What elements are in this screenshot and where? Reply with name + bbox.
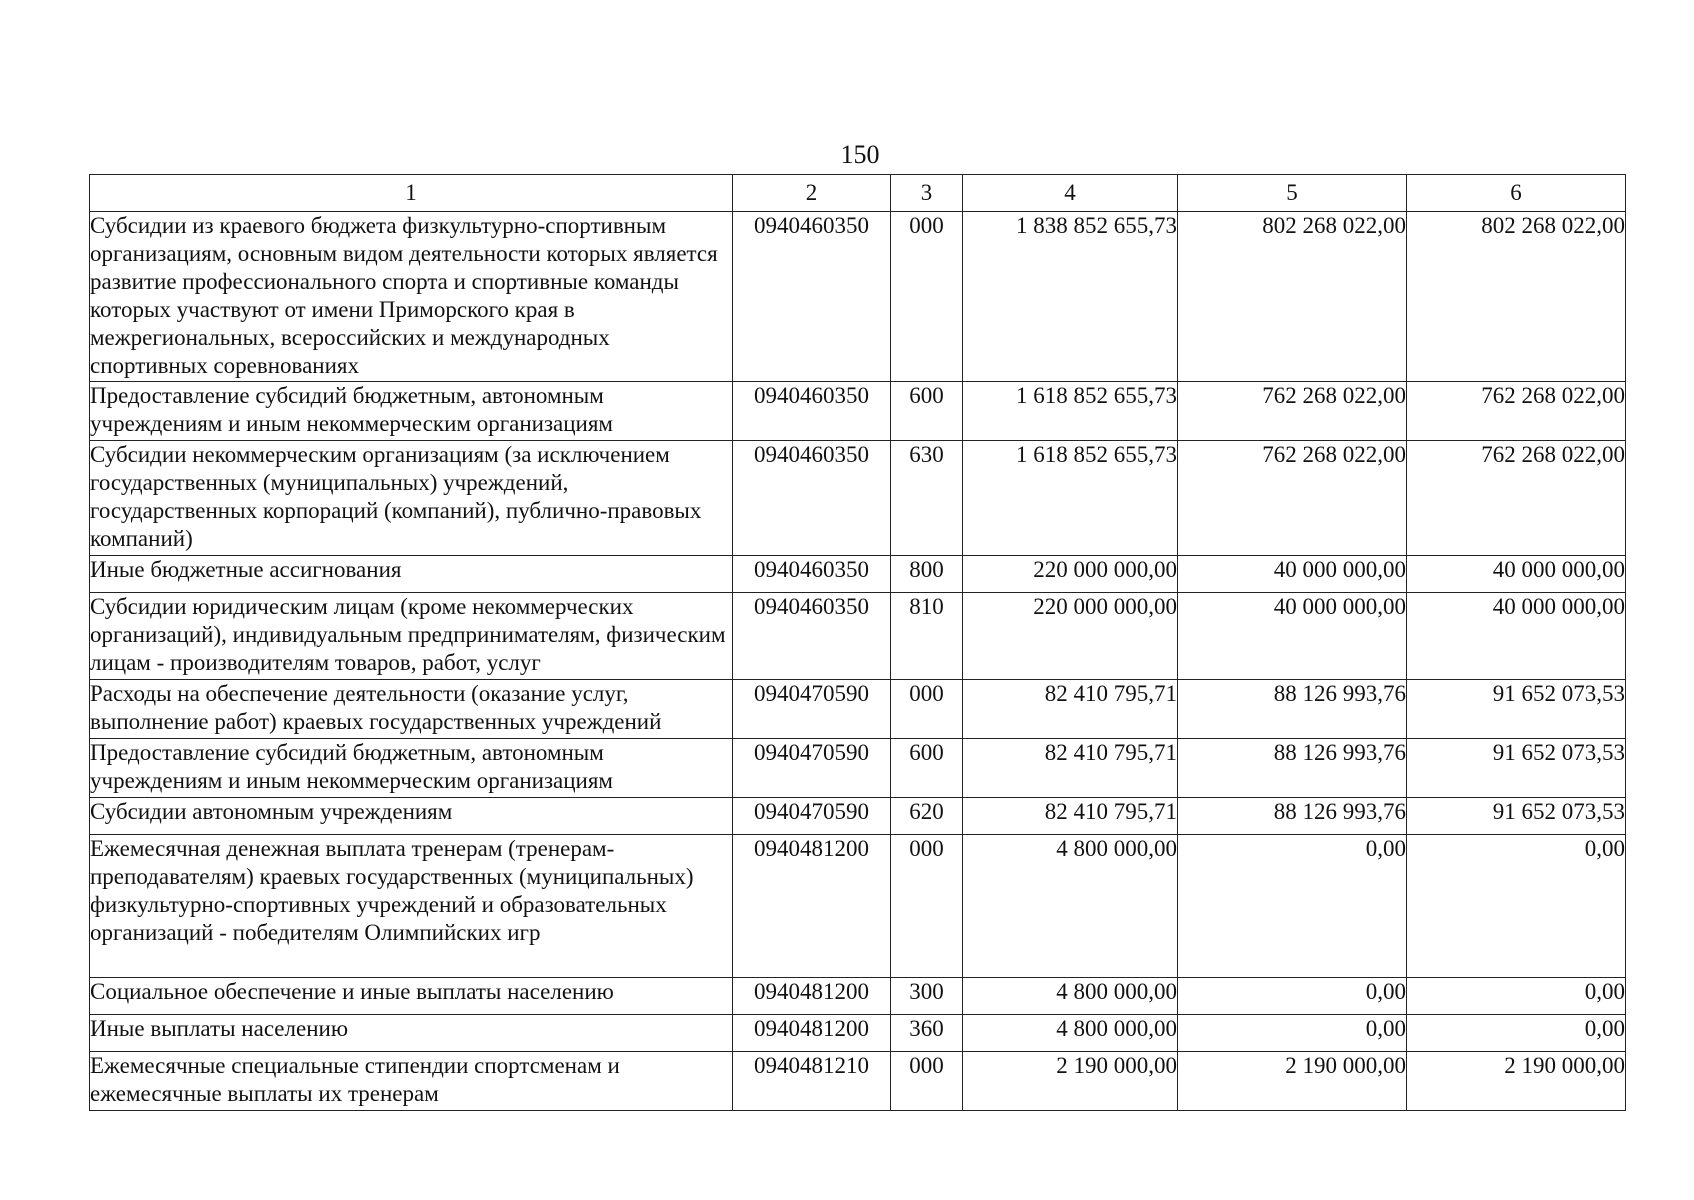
row-value-6: 2 190 000,00 <box>1407 1052 1626 1111</box>
table-row <box>90 798 1626 835</box>
table-row <box>90 593 1626 680</box>
row-type: 000 <box>891 1052 963 1111</box>
row-code: 0940460350 <box>733 441 891 556</box>
table-row <box>90 835 1626 978</box>
page-number: 150 <box>840 140 880 169</box>
row-name: Социальное обеспечение и иные выплаты населению <box>90 978 733 1015</box>
row-value-4: 4 800 000,00 <box>963 1015 1178 1052</box>
row-value-5: 762 268 022,00 <box>1178 441 1407 556</box>
row-name: Предоставление субсидий бюджетным, автономным учреждениям и иным некоммерческим организациям <box>90 739 733 798</box>
row-value-6: 0,00 <box>1407 835 1626 978</box>
row-type: 600 <box>891 382 963 441</box>
row-value-4: 82 410 795,71 <box>963 680 1178 739</box>
row-code: 0940470590 <box>733 680 891 739</box>
row-name: Иные выплаты населению <box>90 1015 733 1052</box>
row-value-6: 91 652 073,53 <box>1407 680 1626 739</box>
row-value-5: 0,00 <box>1178 978 1407 1015</box>
row-value-6: 91 652 073,53 <box>1407 798 1626 835</box>
row-value-5: 40 000 000,00 <box>1178 556 1407 593</box>
column-header: 4 <box>963 175 1178 212</box>
row-type: 630 <box>891 441 963 556</box>
row-value-4: 1 618 852 655,73 <box>963 382 1178 441</box>
table-row <box>90 1052 1626 1111</box>
row-value-5: 0,00 <box>1178 1015 1407 1052</box>
table-row <box>90 441 1626 556</box>
row-type: 600 <box>891 739 963 798</box>
row-value-4: 220 000 000,00 <box>963 593 1178 680</box>
column-header: 2 <box>733 175 891 212</box>
column-header: 6 <box>1407 175 1626 212</box>
row-value-6: 91 652 073,53 <box>1407 739 1626 798</box>
row-value-4: 1 618 852 655,73 <box>963 441 1178 556</box>
row-name: Субсидии автономным учреждениям <box>90 798 733 835</box>
column-header: 5 <box>1178 175 1407 212</box>
row-type: 800 <box>891 556 963 593</box>
row-code: 0940470590 <box>733 798 891 835</box>
row-type: 000 <box>891 680 963 739</box>
row-code: 0940460350 <box>733 382 891 441</box>
header-row <box>90 175 1626 212</box>
row-value-5: 88 126 993,76 <box>1178 798 1407 835</box>
row-value-4: 4 800 000,00 <box>963 978 1178 1015</box>
row-name: Ежемесячные специальные стипендии спортсменам и ежемесячные выплаты их тренерам <box>90 1052 733 1111</box>
row-type: 360 <box>891 1015 963 1052</box>
row-value-4: 2 190 000,00 <box>963 1052 1178 1111</box>
row-value-4: 1 838 852 655,73 <box>963 212 1178 382</box>
row-value-4: 82 410 795,71 <box>963 798 1178 835</box>
row-value-6: 40 000 000,00 <box>1407 556 1626 593</box>
table-row <box>90 680 1626 739</box>
row-name: Предоставление субсидий бюджетным, автономным учреждениям и иным некоммерческим организациям <box>90 382 733 441</box>
row-code: 0940481200 <box>733 835 891 978</box>
row-value-6: 762 268 022,00 <box>1407 441 1626 556</box>
row-code: 0940470590 <box>733 739 891 798</box>
budget-table <box>89 174 1626 1111</box>
row-value-6: 0,00 <box>1407 1015 1626 1052</box>
row-name: Субсидии из краевого бюджета физкультурно-спортивным организациям, основным видом деятельности которых является развитие профессионального спорта и спортивные команды которых участвуют от имени Приморского края в межрегиональных, всероссийских и международных спортивных соревнованиях <box>90 212 733 382</box>
column-header: 3 <box>891 175 963 212</box>
table-body <box>90 212 1626 1111</box>
row-value-6: 40 000 000,00 <box>1407 593 1626 680</box>
row-value-5: 802 268 022,00 <box>1178 212 1407 382</box>
row-value-4: 220 000 000,00 <box>963 556 1178 593</box>
row-code: 0940481200 <box>733 978 891 1015</box>
row-value-5: 0,00 <box>1178 835 1407 978</box>
table-row <box>90 978 1626 1015</box>
row-value-5: 40 000 000,00 <box>1178 593 1407 680</box>
row-name: Субсидии юридическим лицам (кроме некоммерческих организаций), индивидуальным предпринимателям, физическим лицам - производителям товаров, работ, услуг <box>90 593 733 680</box>
row-type: 000 <box>891 835 963 978</box>
row-value-6: 802 268 022,00 <box>1407 212 1626 382</box>
table-row <box>90 212 1626 382</box>
row-type: 810 <box>891 593 963 680</box>
row-name: Субсидии некоммерческим организациям (за исключением государственных (муниципальных) учреждений, государственных корпораций (компаний), публично-правовых компаний) <box>90 441 733 556</box>
row-value-5: 88 126 993,76 <box>1178 680 1407 739</box>
row-value-6: 0,00 <box>1407 978 1626 1015</box>
row-value-4: 4 800 000,00 <box>963 835 1178 978</box>
row-type: 300 <box>891 978 963 1015</box>
row-type: 000 <box>891 212 963 382</box>
row-code: 0940460350 <box>733 556 891 593</box>
row-code: 0940460350 <box>733 593 891 680</box>
row-value-4: 82 410 795,71 <box>963 739 1178 798</box>
table-row <box>90 382 1626 441</box>
row-value-5: 2 190 000,00 <box>1178 1052 1407 1111</box>
row-code: 0940460350 <box>733 212 891 382</box>
table-row <box>90 556 1626 593</box>
row-code: 0940481200 <box>733 1015 891 1052</box>
row-value-6: 762 268 022,00 <box>1407 382 1626 441</box>
row-value-5: 88 126 993,76 <box>1178 739 1407 798</box>
row-name: Расходы на обеспечение деятельности (оказание услуг, выполнение работ) краевых государственных учреждений <box>90 680 733 739</box>
table-row <box>90 1015 1626 1052</box>
table-row <box>90 739 1626 798</box>
row-code: 0940481210 <box>733 1052 891 1111</box>
row-type: 620 <box>891 798 963 835</box>
row-name: Ежемесячная денежная выплата тренерам (тренерам-преподавателям) краевых государственных (муниципальных) физкультурно-спортивных учреждений и образовательных организаций - победителям Олимпийских игр <box>90 835 733 978</box>
table-header <box>90 175 1626 212</box>
column-header: 1 <box>90 175 733 212</box>
row-value-5: 762 268 022,00 <box>1178 382 1407 441</box>
row-name: Иные бюджетные ассигнования <box>90 556 733 593</box>
